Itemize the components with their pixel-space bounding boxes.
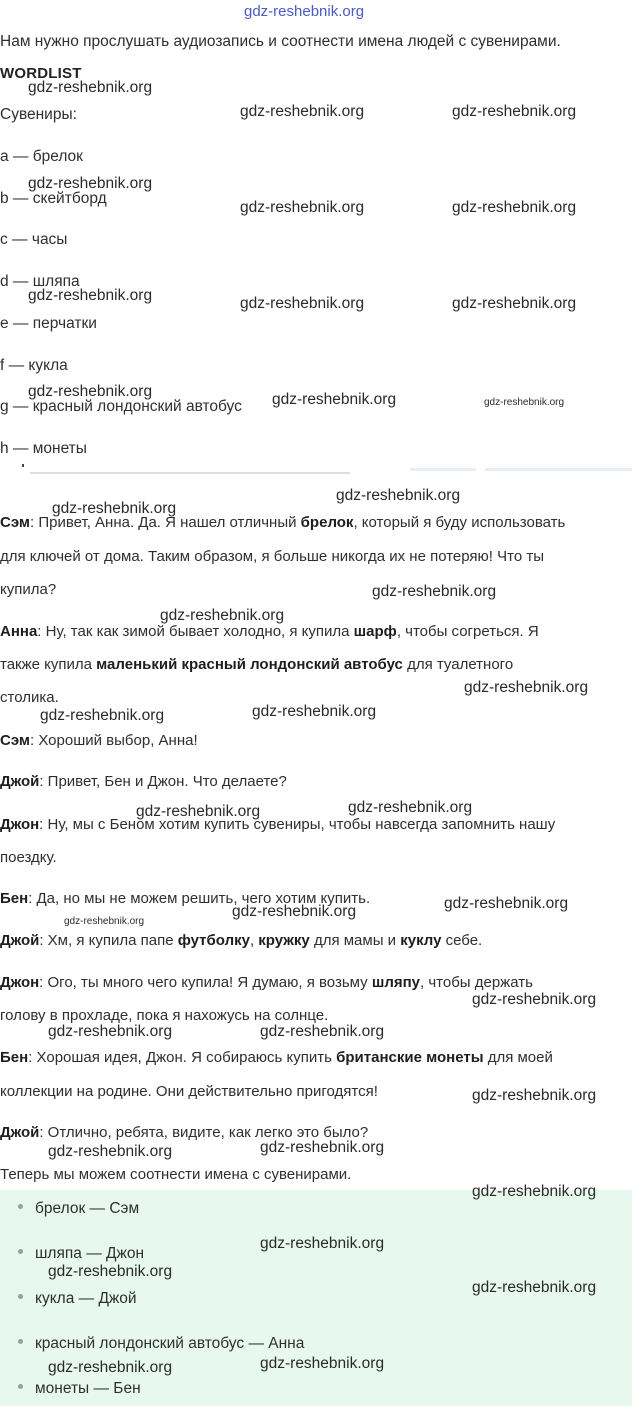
watermark: gdz-reshebnik.org xyxy=(48,1359,173,1376)
answer-text: брелок — Сэм xyxy=(35,1200,140,1217)
watermark: gdz-reshebnik.org xyxy=(28,287,153,304)
watermark: gdz-reshebnik.org xyxy=(452,103,577,120)
watermark: gdz-reshebnik.org xyxy=(336,487,461,504)
bold-term: Джон xyxy=(0,816,40,833)
watermark: gdz-reshebnik.org xyxy=(48,1143,173,1160)
wordlist-heading: WORDLIST xyxy=(0,65,82,82)
answer-item xyxy=(18,1200,139,1218)
answer-item xyxy=(18,1245,144,1263)
bold-term: кружку xyxy=(258,932,310,949)
text-segment: : Ну, мы с Беном хотим купить сувениры, чтобы навсегда запомнить нашу xyxy=(39,816,556,833)
watermark: gdz-reshebnik.org xyxy=(240,103,365,120)
text-segment: : Ого, ты много чего купила! Я думаю, я возьму xyxy=(39,974,372,991)
watermark: gdz-reshebnik.org xyxy=(260,1355,385,1372)
dialogue-line xyxy=(0,1049,553,1066)
text-segment: , который я буду использовать xyxy=(353,514,566,531)
watermark: gdz-reshebnik.org xyxy=(136,803,261,820)
dialogue-line xyxy=(0,623,539,640)
dialogue-line xyxy=(0,732,198,749)
watermark: gdz-reshebnik.org xyxy=(48,1263,173,1280)
text-segment: для ключей от дома. Таким образом, я больше никогда их не потеряю! Что ты xyxy=(0,548,544,565)
bold-term: шарф xyxy=(353,623,397,640)
answer-item xyxy=(18,1335,304,1353)
bold-term: Джой xyxy=(0,1124,40,1141)
text-segment: также купила xyxy=(0,656,97,673)
section-divider xyxy=(0,462,632,474)
bold-term: брелок xyxy=(300,514,354,531)
watermark: gdz-reshebnik.org xyxy=(472,1279,597,1296)
souvenir-item: c — часы xyxy=(0,231,68,248)
bold-term: шляпу xyxy=(371,974,420,991)
souvenirs-label: Сувениры: xyxy=(0,106,77,123)
text-segment: для туалетного xyxy=(402,656,514,673)
dialogue-line xyxy=(0,1007,328,1024)
text-segment: : Привет, Анна. Да. Я нашел отличный xyxy=(30,514,301,531)
watermark: gdz-reshebnik.org xyxy=(444,895,569,912)
dialogue-line xyxy=(0,932,482,949)
dialogue-line xyxy=(0,581,56,598)
dialogue-line xyxy=(0,689,59,706)
bold-term: Джой xyxy=(0,773,40,790)
text-segment: : Отлично, ребята, видите, как легко это было? xyxy=(39,1124,369,1141)
bold-term: Бен xyxy=(0,890,29,907)
dialogue-line xyxy=(0,773,287,790)
watermark: gdz-reshebnik.org xyxy=(260,1023,385,1040)
text-segment: коллекции на родине. Они действительно пригодятся! xyxy=(0,1083,378,1100)
text-segment: : Привет, Бен и Джон. Что делаете? xyxy=(39,773,287,790)
watermark: gdz-reshebnik.org xyxy=(260,1139,385,1156)
dialogue-line xyxy=(0,548,544,565)
watermark: gdz-reshebnik.org xyxy=(232,903,357,920)
dialogue-line xyxy=(0,816,555,833)
dialogue-line xyxy=(0,974,533,991)
souvenir-item: h — монеты xyxy=(0,440,87,457)
answer-text: шляпа — Джон xyxy=(35,1245,145,1262)
watermark: gdz-reshebnik.org xyxy=(64,916,145,927)
watermark: gdz-reshebnik.org xyxy=(260,1235,385,1252)
text-segment: поездку. xyxy=(0,849,57,866)
watermark: gdz-reshebnik.org xyxy=(28,175,153,192)
answer-text: монеты — Бен xyxy=(35,1380,141,1397)
watermark: gdz-reshebnik.org xyxy=(348,799,473,816)
intro-text: Нам нужно прослушать аудиозапись и соотнести имена людей с сувенирами. xyxy=(0,33,561,50)
text-segment: , чтобы держать xyxy=(420,974,533,991)
answer-text: красный лондонский автобус — Анна xyxy=(35,1335,305,1352)
text-segment: : Хороший выбор, Анна! xyxy=(30,732,198,749)
souvenir-item: d — шляпа xyxy=(0,273,80,290)
text-segment: Теперь мы можем соотнести имена с сувенирами. xyxy=(0,1166,352,1183)
bullet-icon xyxy=(18,1204,23,1209)
bullet-icon xyxy=(18,1384,23,1389)
souvenir-item: b — скейтборд xyxy=(0,190,107,207)
bold-term: куклу xyxy=(400,932,442,949)
watermark: gdz-reshebnik.org xyxy=(244,3,365,20)
text-segment: : Хм, я купила папе xyxy=(39,932,178,949)
souvenir-item: g — красный лондонский автобус xyxy=(0,398,242,415)
answer-item xyxy=(18,1380,141,1398)
watermark: gdz-reshebnik.org xyxy=(452,199,577,216)
text-segment: себе. xyxy=(441,932,483,949)
watermark: gdz-reshebnik.org xyxy=(240,295,365,312)
answer-text: кукла — Джой xyxy=(35,1290,137,1307)
bullet-icon xyxy=(18,1249,23,1254)
bold-term: Анна xyxy=(0,623,38,640)
watermark: gdz-reshebnik.org xyxy=(28,79,153,96)
watermark: gdz-reshebnik.org xyxy=(252,703,377,720)
watermark: gdz-reshebnik.org xyxy=(160,607,285,624)
text-segment: : Хорошая идея, Джон. Я собираюсь купить xyxy=(28,1049,337,1066)
watermark: gdz-reshebnik.org xyxy=(40,707,165,724)
bold-term: Сэм xyxy=(0,732,31,749)
souvenir-item: f — кукла xyxy=(0,357,68,374)
watermark: gdz-reshebnik.org xyxy=(472,1087,597,1104)
watermark: gdz-reshebnik.org xyxy=(464,679,589,696)
watermark: gdz-reshebnik.org xyxy=(472,1183,597,1200)
bold-term: британские монеты xyxy=(336,1049,484,1066)
bold-term: футболку xyxy=(177,932,250,949)
text-segment: для мамы и xyxy=(309,932,401,949)
souvenir-item: e — перчатки xyxy=(0,315,97,332)
dialogue-line xyxy=(0,656,513,673)
text-segment: купила? xyxy=(0,581,57,598)
text-segment: , xyxy=(249,932,259,949)
dialogue-line xyxy=(0,1083,378,1100)
text-segment: голову в прохладе, пока я нахожусь на солнце. xyxy=(0,1007,329,1024)
watermark: gdz-reshebnik.org xyxy=(52,500,177,517)
watermark: gdz-reshebnik.org xyxy=(372,583,497,600)
watermark: gdz-reshebnik.org xyxy=(48,1023,173,1040)
answer-item xyxy=(18,1290,137,1308)
bold-term: Джой xyxy=(0,932,40,949)
watermark: gdz-reshebnik.org xyxy=(28,383,153,400)
bullet-icon xyxy=(18,1339,23,1344)
bold-term: маленький красный лондонский автобус xyxy=(96,656,403,673)
dialogue-line xyxy=(0,849,57,866)
watermark: gdz-reshebnik.org xyxy=(452,295,577,312)
souvenir-item: a — брелок xyxy=(0,148,83,165)
dialogue-line xyxy=(0,1166,351,1183)
bold-term: Джон xyxy=(0,974,40,991)
watermark: gdz-reshebnik.org xyxy=(484,397,565,408)
text-segment: , чтобы согреться. Я xyxy=(396,623,539,640)
watermark: gdz-reshebnik.org xyxy=(272,391,397,408)
bold-term: Бен xyxy=(0,1049,29,1066)
bullet-icon xyxy=(18,1294,23,1299)
text-segment: столика. xyxy=(0,689,59,706)
text-segment: : Да, но мы не можем решить, чего хотим купить. xyxy=(28,890,371,907)
watermark: gdz-reshebnik.org xyxy=(240,199,365,216)
watermark: gdz-reshebnik.org xyxy=(472,991,597,1008)
bold-term: Сэм xyxy=(0,514,31,531)
text-segment: : Ну, так как зимой бывает холодно, я купила xyxy=(37,623,354,640)
text-segment: для моей xyxy=(483,1049,553,1066)
